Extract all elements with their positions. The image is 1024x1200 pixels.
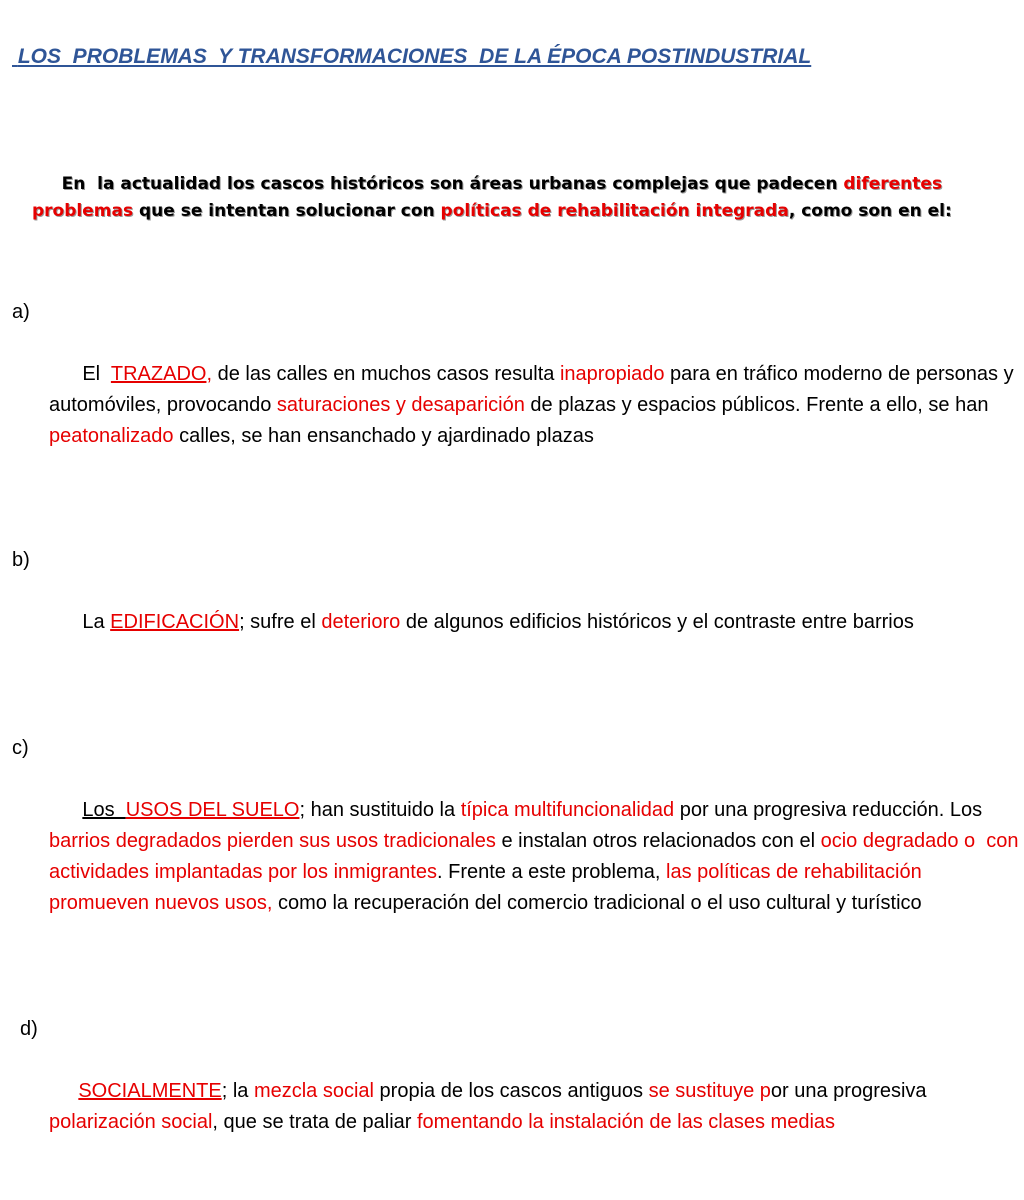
highlight-segment: peatonalizado <box>49 425 174 447</box>
intro-segment: , como son en el: <box>788 201 952 221</box>
highlight-segment: típica multifuncionalidad <box>460 799 675 821</box>
item-b-text <box>49 611 914 664</box>
intro-paragraph <box>32 144 992 225</box>
text-segment: e instalan otros relacionados con el <box>495 830 821 852</box>
text-segment: or una progresiva <box>770 1080 933 1102</box>
list-item-a <box>0 266 1019 514</box>
list-marker: d) <box>20 1018 38 1040</box>
list-marker: a) <box>12 301 30 323</box>
intro-highlight: políticas de rehabilitación integrada <box>440 201 789 221</box>
highlight-segment: inapropiado <box>559 363 665 385</box>
intro-segment: que se intentan solucionar con <box>133 201 441 221</box>
highlight-segment: mezcla social <box>253 1080 374 1102</box>
keyword-trazado: TRAZADO <box>110 363 207 385</box>
keyword-socialmente: SOCIALMENTE <box>78 1080 222 1102</box>
list-marker: b) <box>12 549 30 571</box>
text-segment: , que se trata de paliar <box>212 1111 417 1133</box>
highlight-segment: barrios degradados pierden sus usos tradicionales <box>49 830 496 852</box>
text-segment: ; han sustituido la <box>299 799 461 821</box>
highlight-segment: saturaciones y desaparición <box>276 394 525 416</box>
list-item-b <box>0 514 1019 700</box>
slide-title: LOS PROBLEMAS Y TRANSFORMACIONES DE LA ÉPOCA POSTINDUSTRIAL <box>12 45 812 68</box>
text-segment: , <box>206 363 213 385</box>
text-segment: de las calles en muchos casos resulta <box>212 363 560 385</box>
item-a-text <box>49 363 1019 478</box>
intro-segment: En la actualidad los cascos históricos son áreas urbanas complejas que padecen <box>43 174 844 194</box>
text-segment: por una progresiva reducción. Los <box>674 799 988 821</box>
text-segment: calles, se han ensanchado y ajardinado plazas <box>173 425 594 447</box>
text-segment: El <box>82 363 111 385</box>
intro-highlight: diferentes problemas <box>32 174 948 221</box>
list-item-c <box>0 702 1024 981</box>
keyword-usos-del-suelo: USOS DEL SUELO <box>125 799 300 821</box>
keyword-edificacion: EDIFICACIÓN <box>110 611 240 633</box>
text-segment: como la recuperación del comercio tradicional o el uso cultural y turístico <box>272 892 922 914</box>
text-segment: ; la <box>221 1080 254 1102</box>
problems-list <box>0 266 1024 1200</box>
text-segment: propia de los cascos antiguos <box>374 1080 649 1102</box>
text-segment: ; sufre el <box>239 611 322 633</box>
highlight-segment: ocio degradado o con actividades implantadas por los inmigrantes <box>49 830 1024 883</box>
item-d-text <box>49 1080 932 1164</box>
text-segment: Los <box>82 799 126 821</box>
list-item-d <box>0 983 1019 1200</box>
text-segment: de plazas y espacios públicos. Frente a ello, se han <box>524 394 995 416</box>
text-segment: para en tráfico moderno de personas y automóviles, provocando <box>49 363 1020 416</box>
highlight-segment: fomentando la instalación de las clases medias <box>417 1111 836 1133</box>
text-segment: . Frente a este problema, <box>436 861 666 883</box>
highlight-segment: las políticas de rehabilitación promueven nuevos usos, <box>49 861 928 914</box>
text-segment: La <box>82 611 111 633</box>
highlight-segment: deterioro <box>321 611 401 633</box>
item-c-text <box>49 799 1024 945</box>
highlight-segment: polarización social <box>49 1111 213 1133</box>
highlight-segment: se sustituye p <box>648 1080 771 1102</box>
list-marker: c) <box>12 737 29 759</box>
text-segment: de algunos edificios históricos y el contraste entre barrios <box>400 611 914 633</box>
